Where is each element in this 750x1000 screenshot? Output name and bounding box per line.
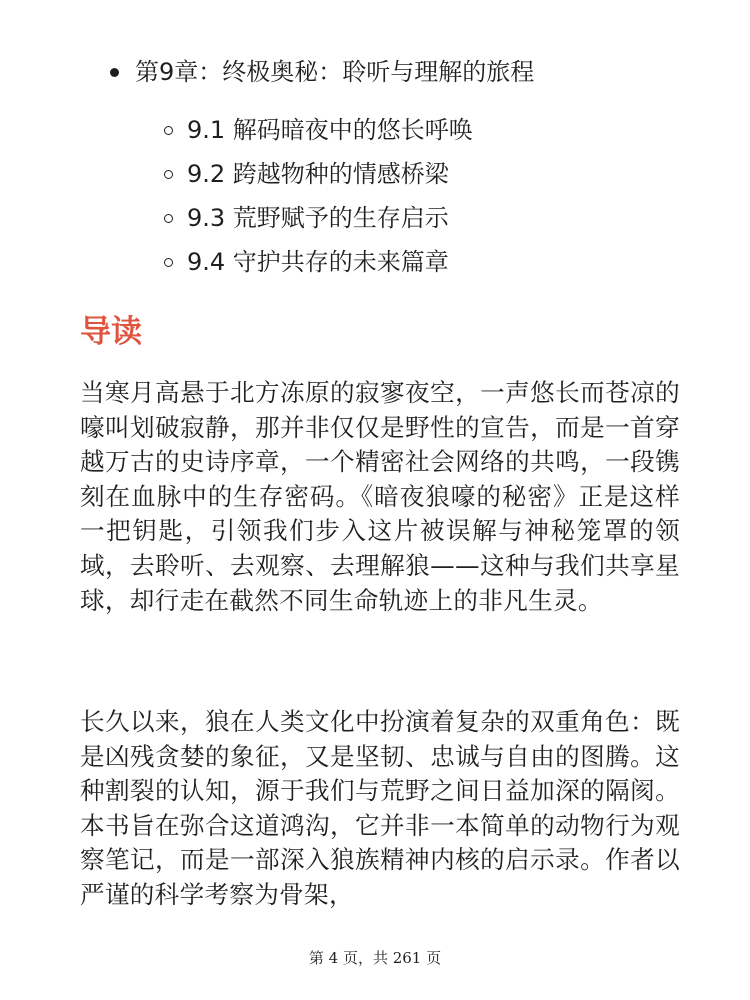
toc-section-item <box>164 108 724 152</box>
bullet-circle-icon <box>164 214 173 223</box>
body-paragraph: 当寒月高悬于北方冻原的寂寥夜空，一声悠长而苍凉的嚎叫划破寂静，那并非仅仅是野性的宣告，而是一首穿越万古的史诗序章，一个精密社会网络的共鸣，一段镌刻在血脉中的生存密码。《暗夜狼嚎的秘密》正是这样一把钥匙，引领我们步入这片被误解与神秘笼罩的领域，去聆听、去观察、去理解狼——这种与我们共享星球，却行走在截然不同生命轨迹上的非凡生灵。 <box>80 378 680 615</box>
bullet-circle-icon <box>164 258 173 267</box>
bullet-dot-icon <box>110 68 119 77</box>
section-heading: 导读 <box>80 314 142 350</box>
section-title: 9.1 解码暗夜中的悠长呼唤 <box>187 116 473 144</box>
section-title: 9.2 跨越物种的情感桥梁 <box>187 160 449 188</box>
toc-section-item <box>164 240 724 284</box>
bullet-circle-icon <box>164 126 173 135</box>
toc-section-item <box>164 196 724 240</box>
body-paragraph: 长久以来，狼在人类文化中扮演着复杂的双重角色：既是凶残贪婪的象征，又是坚韧、忠诚与自由的图腾。这种割裂的认知，源于我们与荒野之间日益加深的隔阂。本书旨在弥合这道鸿沟，它并非一本简单的动物行为观察笔记，而是一部深入狼族精神内核的启示录。作者以严谨的科学考察为骨架， <box>80 707 680 909</box>
section-title: 9.3 荒野赋予的生存启示 <box>187 204 449 232</box>
bullet-circle-icon <box>164 170 173 179</box>
toc-section-item <box>164 152 724 196</box>
section-title: 9.4 守护共存的未来篇章 <box>187 248 449 276</box>
page-number: 第 4 页，共 261 页 <box>308 949 442 967</box>
chapter-title: 第9章：终极奥秘：聆听与理解的旅程 <box>135 58 535 86</box>
toc-section-list <box>164 108 724 284</box>
toc-chapter-item <box>110 52 534 92</box>
